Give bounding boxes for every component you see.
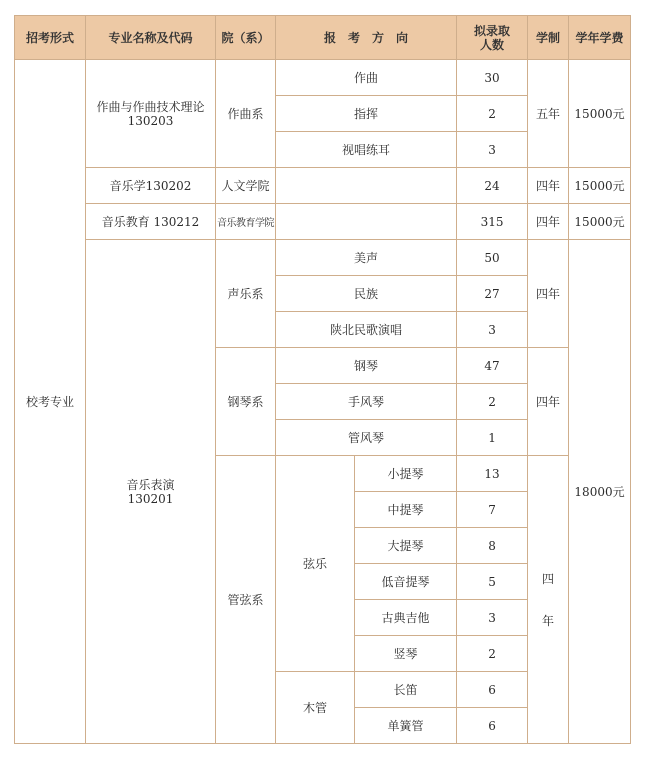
quota-value: 27 — [457, 276, 528, 312]
direction-empty — [276, 168, 457, 204]
major-education: 音乐教育 130212 — [86, 204, 216, 240]
tuition-composition: 15000元 — [569, 60, 631, 168]
quota-value: 3 — [457, 600, 528, 636]
quota-value: 1 — [457, 420, 528, 456]
quota-value: 2 — [457, 384, 528, 420]
direction-name: 指挥 — [276, 96, 457, 132]
header-duration: 学制 — [528, 16, 569, 60]
major-musicology: 音乐学130202 — [86, 168, 216, 204]
quota-value: 3 — [457, 132, 528, 168]
instrument-name: 中提琴 — [355, 492, 457, 528]
direction-name: 钢琴 — [276, 348, 457, 384]
quota-value: 315 — [457, 204, 528, 240]
direction-name: 作曲 — [276, 60, 457, 96]
header-dept: 院（系） — [216, 16, 276, 60]
instrument-name: 单簧管 — [355, 708, 457, 744]
quota-value: 30 — [457, 60, 528, 96]
quota-value: 6 — [457, 708, 528, 744]
duration-orchestra: 四 年 — [528, 456, 569, 744]
dept-education: 音乐教育学院 — [216, 204, 276, 240]
instrument-name: 竖琴 — [355, 636, 457, 672]
quota-value: 13 — [457, 456, 528, 492]
header-form: 招考形式 — [15, 16, 86, 60]
instrument-name: 小提琴 — [355, 456, 457, 492]
quota-value: 47 — [457, 348, 528, 384]
header-quota: 拟录取 人数 — [457, 16, 528, 60]
dept-piano: 钢琴系 — [216, 348, 276, 456]
direction-name: 管风琴 — [276, 420, 457, 456]
header-direction: 报 考 方 向 — [276, 16, 457, 60]
table-row — [15, 240, 631, 276]
dept-musicology: 人文学院 — [216, 168, 276, 204]
direction-name: 视唱练耳 — [276, 132, 457, 168]
duration-musicology: 四年 — [528, 168, 569, 204]
major-performance: 音乐表演 130201 — [86, 240, 216, 744]
direction-empty — [276, 204, 457, 240]
quota-value: 2 — [457, 636, 528, 672]
major-composition: 作曲与作曲技术理论 130203 — [86, 60, 216, 168]
enrollment-table — [14, 15, 631, 744]
quota-value: 8 — [457, 528, 528, 564]
direction-name: 民族 — [276, 276, 457, 312]
table-row — [15, 204, 631, 240]
direction-name: 美声 — [276, 240, 457, 276]
instrument-name: 古典吉他 — [355, 600, 457, 636]
group-strings: 弦乐 — [276, 456, 355, 672]
quota-value: 6 — [457, 672, 528, 708]
duration-composition: 五年 — [528, 60, 569, 168]
dept-composition: 作曲系 — [216, 60, 276, 168]
instrument-name: 长笛 — [355, 672, 457, 708]
group-woodwind: 木管 — [276, 672, 355, 744]
tuition-performance: 18000元 — [569, 240, 631, 744]
instrument-name: 大提琴 — [355, 528, 457, 564]
dept-vocal: 声乐系 — [216, 240, 276, 348]
header-major: 专业名称及代码 — [86, 16, 216, 60]
quota-value: 50 — [457, 240, 528, 276]
table-row — [15, 60, 631, 96]
quota-value: 7 — [457, 492, 528, 528]
quota-value: 24 — [457, 168, 528, 204]
direction-name: 陕北民歌演唱 — [276, 312, 457, 348]
duration-education: 四年 — [528, 204, 569, 240]
table-row — [15, 168, 631, 204]
instrument-name: 低音提琴 — [355, 564, 457, 600]
duration-piano: 四年 — [528, 348, 569, 456]
quota-value: 3 — [457, 312, 528, 348]
form-cell: 校考专业 — [15, 60, 86, 744]
quota-value: 2 — [457, 96, 528, 132]
header-row — [15, 16, 631, 60]
direction-name: 手风琴 — [276, 384, 457, 420]
quota-value: 5 — [457, 564, 528, 600]
tuition-education: 15000元 — [569, 204, 631, 240]
tuition-musicology: 15000元 — [569, 168, 631, 204]
header-tuition: 学年学费 — [569, 16, 631, 60]
duration-vocal: 四年 — [528, 240, 569, 348]
dept-orchestra: 管弦系 — [216, 456, 276, 744]
